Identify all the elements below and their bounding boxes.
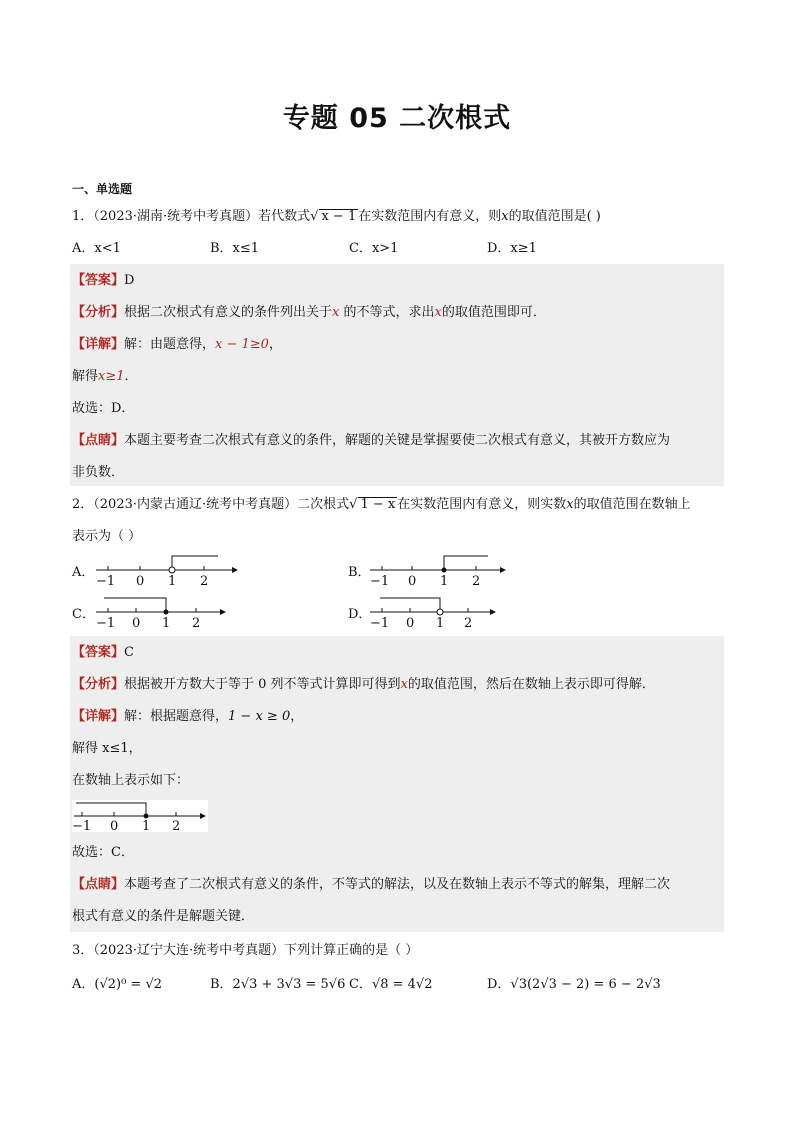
q2-source: （2023·内蒙古通辽·统考中考真题） [93, 497, 298, 512]
detail-text-2: ， [268, 337, 282, 352]
detail-expression: x − 1≥0 [215, 337, 269, 352]
tick-label: 1 [436, 616, 445, 630]
tick-label: 2 [200, 574, 209, 588]
solve-expression: x≥1 [98, 369, 125, 384]
q2-variable: x [566, 497, 574, 512]
tick-label: 0 [408, 574, 417, 588]
q1-analysis [72, 304, 546, 322]
q1-choose: 故选：D． [72, 401, 135, 416]
comment-tag: 【点睛】 [72, 433, 125, 448]
analysis-tag: 【分析】 [72, 677, 125, 692]
solve-text-2: ． [124, 369, 138, 384]
analysis-variable-2: x [434, 305, 442, 320]
q2-analysis [72, 676, 655, 694]
q2-number: 2． [72, 497, 94, 512]
tick-label: −1 [370, 574, 390, 588]
tick-label: 2 [192, 616, 201, 630]
q2-stem-text: 二次根式 [297, 497, 350, 512]
comment-tag: 【点睛】 [72, 877, 125, 892]
analysis-text: 根据二次根式有意义的条件列出关于 [124, 305, 333, 320]
q2-option-a-numberline[interactable] [92, 552, 240, 588]
answer-value: D [124, 273, 135, 288]
q1-option-c[interactable]: C．x>1 [349, 241, 399, 256]
detail-tag: 【详解】 [72, 709, 125, 724]
q2-comment-2: 根式有意义的条件是解题关键． [72, 909, 255, 924]
q1-option-b[interactable]: B．x≤1 [210, 241, 260, 256]
tick-label: −1 [72, 819, 92, 832]
detail-text-2: ， [290, 709, 304, 724]
q2-comment [72, 876, 670, 894]
q2-radicand: 1 − x [360, 497, 396, 512]
detail-text: 解：根据题意得， [124, 709, 229, 724]
q3-number: 3． [72, 943, 94, 958]
q1-solve [72, 368, 138, 386]
q1-comment [72, 432, 670, 450]
q1-comment-2: 非负数． [72, 465, 125, 480]
q1-source: （2023·湖南·统考中考真题） [93, 209, 259, 224]
q2-choose: 故选：C． [72, 845, 134, 860]
q2-stem: 2．（2023·内蒙古通辽·统考中考真题）二次根式√ 1 − x 在实数范围内有意义，则实数x的取值范围在数轴上 [72, 497, 691, 512]
tick-label: 0 [136, 574, 145, 588]
q1-stem-text-3: 的取值范围是( ) [508, 209, 601, 224]
tick-label: −1 [370, 616, 390, 630]
analysis-text-3: 的取值范围即可． [441, 305, 546, 320]
detail-expression: 1 − x ≥ 0 [228, 709, 291, 724]
q2-option-a-label[interactable]: A． [72, 565, 95, 580]
q3-option-a[interactable]: A．(√2)⁰ = √2 [72, 977, 163, 992]
tick-label: 0 [110, 819, 119, 832]
section-heading: 一、单选题 [72, 182, 133, 196]
q1-answer [72, 272, 134, 290]
detail-tag: 【详解】 [72, 337, 125, 352]
detail-text: 解：由题意得， [124, 337, 216, 352]
q3-option-b[interactable]: B．2√3 + 3√3 = 5√6 [210, 977, 346, 992]
q1-number: 1． [72, 209, 94, 224]
q1-radicand: x − 1 [321, 209, 357, 224]
analysis-tag: 【分析】 [72, 305, 125, 320]
q2-solution-numberline [72, 800, 208, 832]
q1-detail [72, 336, 282, 354]
q2-option-d-numberline[interactable] [366, 594, 506, 630]
q1-option-a[interactable]: A．x<1 [72, 241, 121, 256]
q2-option-b-numberline[interactable] [366, 552, 514, 588]
answer-tag: 【答案】 [72, 645, 125, 660]
q1-stem-text-2: 在实数范围内有意义，则 [358, 209, 502, 224]
q2-option-d-label[interactable]: D． [348, 607, 372, 622]
tick-label: 1 [440, 574, 449, 588]
q1-variable: x [501, 209, 509, 224]
tick-label: 1 [162, 616, 171, 630]
tick-label: 2 [464, 616, 473, 630]
q2-stem-2: 表示为（ ） [72, 529, 142, 544]
q3-source: （2023·辽宁大连·统考中考真题） [93, 943, 285, 958]
q3-stem [72, 942, 418, 960]
tick-label: 2 [172, 819, 181, 832]
q2-answer [72, 644, 134, 662]
tick-label: 0 [132, 616, 141, 630]
answer-value: C [124, 645, 134, 660]
q3-option-d[interactable]: D．√3(2√3 − 2) = 6 − 2√3 [487, 977, 661, 992]
analysis-variable: x [332, 305, 340, 320]
tick-label: −1 [96, 616, 116, 630]
tick-label: 0 [406, 616, 415, 630]
analysis-text-2: 的不等式，求出 [339, 305, 435, 320]
q2-stem-text-2: 在实数范围内有意义，则实数 [397, 497, 567, 512]
comment-text: 本题主要考查二次根式有意义的条件，解题的关键是掌握要使二次根式有意义，其被开方数应为 [124, 433, 671, 448]
q2-axis-text: 在数轴上表示如下： [72, 773, 190, 788]
comment-text: 本题考查了二次根式有意义的条件，不等式的解法，以及在数轴上表示不等式的解集，理解二次 [124, 877, 671, 892]
tick-label: 1 [168, 574, 177, 588]
analysis-text: 根据被开方数大于等于 0 列不等式计算即可得到 [124, 677, 401, 692]
q2-option-c-numberline[interactable] [92, 594, 232, 630]
q2-detail [72, 708, 303, 726]
q3-option-c[interactable]: C．√8 = 4√2 [349, 977, 433, 992]
page-title: 专题 05 二次根式 [282, 103, 512, 134]
q2-solve: 解得 x≤1， [72, 741, 142, 756]
q1-solution-panel [70, 264, 724, 486]
solve-text: 解得 [72, 369, 99, 384]
answer-tag: 【答案】 [72, 273, 125, 288]
q1-stem-text: 若代数式 [258, 209, 311, 224]
q1-stem: 1．（2023·湖南·统考中考真题）若代数式√ x − 1 在实数范围内有意义，则x的取值范围是( ) [72, 209, 601, 224]
q1-option-d[interactable]: D．x≥1 [487, 241, 537, 256]
q2-stem-text-3: 的取值范围在数轴上 [573, 497, 691, 512]
tick-label: 1 [142, 819, 151, 832]
tick-label: 2 [472, 574, 481, 588]
q2-option-c-label[interactable]: C． [72, 607, 95, 622]
analysis-variable: x [400, 677, 408, 692]
tick-label: −1 [96, 574, 116, 588]
q2-option-b-label[interactable]: B． [348, 565, 371, 580]
analysis-text-2: 的取值范围，然后在数轴上表示即可得解． [407, 677, 655, 692]
q3-stem-text: 下列计算正确的是（ ） [284, 943, 419, 958]
